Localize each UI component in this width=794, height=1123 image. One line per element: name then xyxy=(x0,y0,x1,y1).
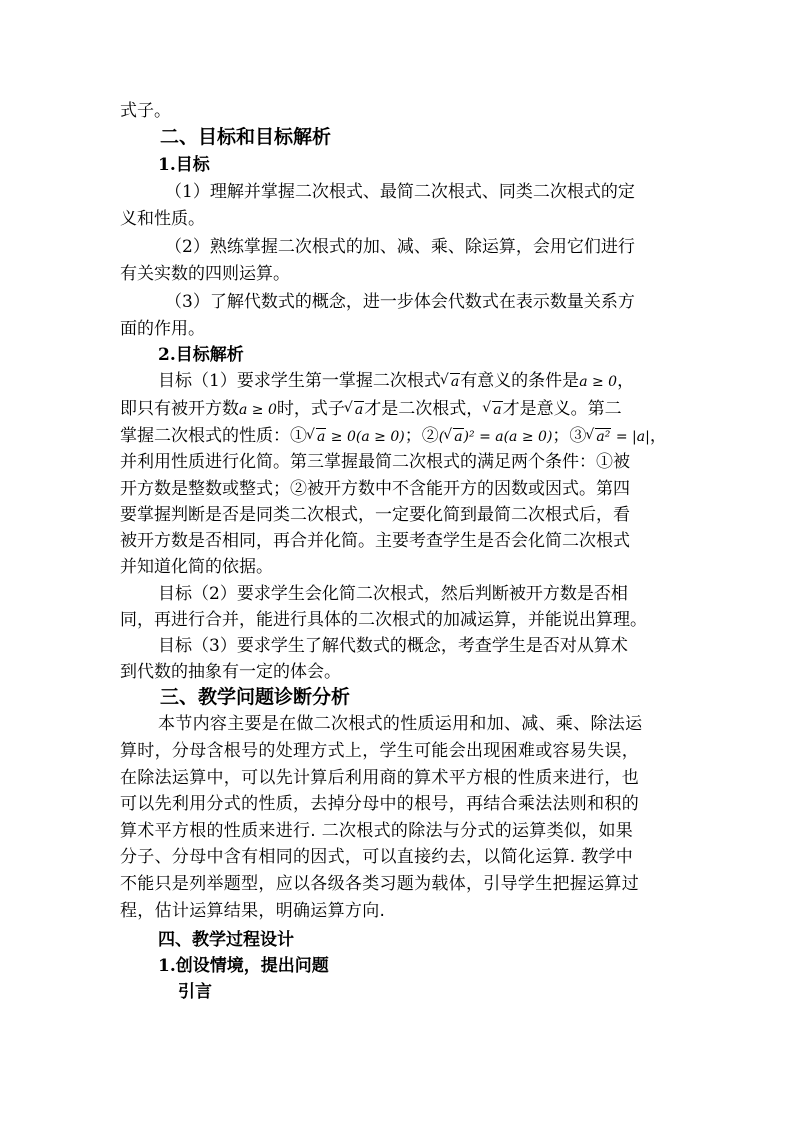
sqrt-a-formula: √ a xyxy=(307,425,326,449)
text-line: 算时，分母含根号的处理方式上，学生可能会出现困难或容易失误， xyxy=(120,741,639,761)
text-line: 并知道化简的依据。 xyxy=(120,557,273,577)
text-line: 到代数的抽象有一定的体会。 xyxy=(120,662,341,682)
text-line: 开方数是整数或整式；②被开方数中不含能开方的因数或因式。第四 xyxy=(120,479,630,499)
text-line: 目标（1）要求学生第一掌握二次根式√ a有意义的条件是a ≥ 0， xyxy=(158,369,634,394)
text-line: （2）熟练掌握二次根式的加、减、乘、除运算，会用它们进行 xyxy=(165,237,635,257)
text-line: 义和性质。 xyxy=(120,209,205,229)
text-line: 被开方数是否相同，再合并化简。主要考查学生是否会化简二次根式 xyxy=(120,531,630,551)
text-line: 即只有被开方数a ≥ 0时，式子√ a才是二次根式，√ a才是意义。第二 xyxy=(120,397,622,422)
sqrt-a-formula: √ a xyxy=(345,398,364,422)
text-line: 同，再进行合并，能进行具体的二次根式的加减运算，并能说出算理。 xyxy=(120,610,647,630)
text-line: 分子、分母中含有相同的因式，可以直接约去，以简化运算. 教学中 xyxy=(120,847,634,867)
section-heading-goals: 二、目标和目标解析 xyxy=(160,126,332,148)
text-line: 目标（3）要求学生了解代数式的概念，考查学生是否对从算术 xyxy=(158,636,628,656)
subheading-situation: 1.创设情境，提出问题 xyxy=(158,956,329,976)
subheading-intro: 引言 xyxy=(178,982,212,1002)
subheading-goals: 1.目标 xyxy=(158,155,210,175)
text-line: 程，估计运算结果，明确运算方向. xyxy=(120,901,386,921)
subheading-goal-analysis: 2.目标解析 xyxy=(158,345,244,365)
text-line: 有关实数的四则运算。 xyxy=(120,264,290,284)
text-line: 要掌握判断是否是同类二次根式，一定要化简到最简二次根式后，看 xyxy=(120,505,630,525)
text-line: 在除法运算中，可以先计算后利用商的算术平方根的性质来进行，也 xyxy=(120,768,639,788)
text-line: 并利用性质进行化简。第三掌握最简二次根式的满足两个条件：①被 xyxy=(120,452,630,472)
text-line: 算术平方根的性质来进行. 二次根式的除法与分式的运算类似，如果 xyxy=(120,821,634,841)
text-line: 目标（2）要求学生会化简二次根式，然后判断被开方数是否相 xyxy=(158,584,628,604)
text-line: 掌握二次根式的性质：①√ a ≥ 0(a ≥ 0)；②(√ a)² = a(a ≥ 0)；③√ a² = |a|， xyxy=(120,424,667,449)
text-line: 面的作用。 xyxy=(120,319,205,339)
text-line: 式子。 xyxy=(120,101,171,121)
sqrt-a-formula: √ a xyxy=(441,370,460,394)
sqrt-a-formula: √ a xyxy=(444,425,463,449)
text-line: 可以先利用分式的性质，去掉分母中的根号，再结合乘法法则和积的 xyxy=(120,794,639,814)
text-line: 本节内容主要是在做二次根式的性质运用和加、减、乘、除法运 xyxy=(158,714,643,734)
sqrt-a-squared-formula: √ a² xyxy=(586,425,611,449)
text-line: （1）理解并掌握二次根式、最简二次根式、同类二次根式的定 xyxy=(165,182,635,202)
sqrt-a-formula: √ a xyxy=(483,398,502,422)
section-heading-process: 四、教学过程设计 xyxy=(158,930,294,950)
section-heading-diagnosis: 三、教学问题诊断分析 xyxy=(160,686,351,708)
text-line: 不能只是列举题型，应以各级各类习题为载体，引导学生把握运算过 xyxy=(120,874,639,894)
text-line: （3）了解代数式的概念，进一步体会代数式在表示数量关系方 xyxy=(165,292,635,312)
